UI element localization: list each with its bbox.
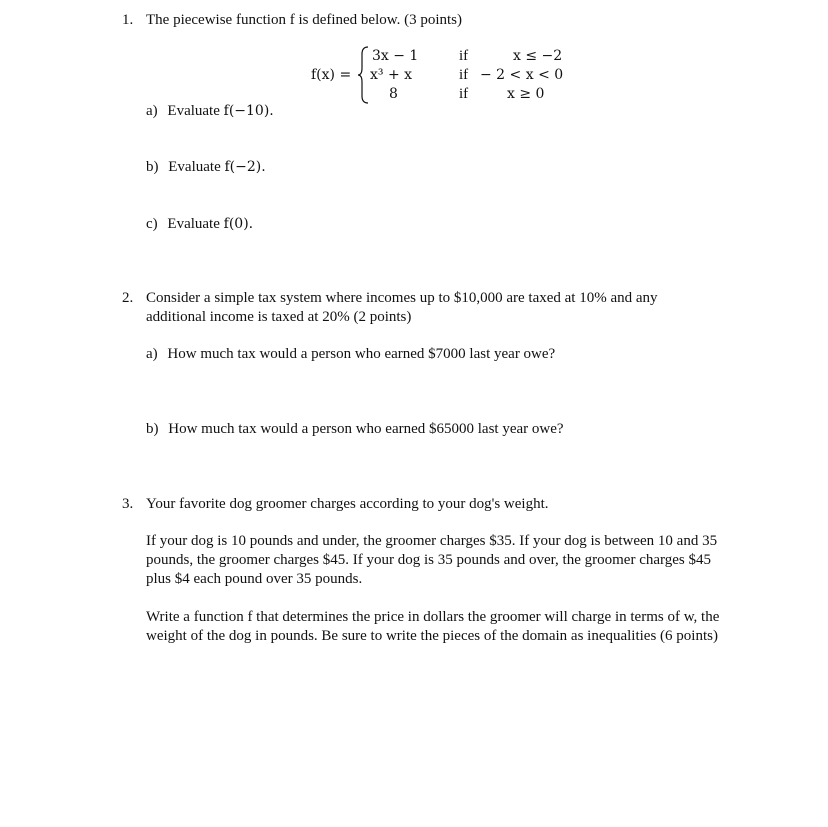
question-3-prompt: Your favorite dog groomer charges according to your dog's weight.	[146, 496, 549, 512]
q1-part-b-text: Evaluate	[168, 159, 221, 175]
piece-2-if: if	[459, 67, 469, 83]
question-1-number: 1.	[122, 12, 134, 28]
question-3-paragraph-1: If your dog is 10 pounds and under, the groomer charges $35. If your dog is between 10 and 35 pounds, the groomer charges $45. If your dog is 35 pounds and over, the groomer charges $45 plus $4 each pound over 35 pounds.	[146, 533, 718, 587]
q1-part-c	[146, 215, 253, 234]
question-3-number: 3.	[122, 496, 134, 512]
question-2-prompt-line-2: additional income is taxed at 20% (2 points)	[146, 309, 412, 325]
q1-part-b-math: f(−2).	[224, 159, 266, 175]
question-2-number: 2.	[122, 290, 134, 306]
q2-part-b-text: How much tax would a person who earned $65000 last year owe?	[168, 421, 564, 437]
piece-1-if: if	[459, 48, 469, 64]
q2-part-b	[146, 420, 564, 439]
q1-part-a	[146, 102, 274, 121]
q1-part-c-label: c)	[146, 216, 158, 232]
piece-1-expr: 3x − 1	[372, 48, 419, 64]
piece-2-expr: x³ + x	[370, 67, 413, 83]
piece-3-if: if	[459, 86, 469, 102]
q1-part-a-label: a)	[146, 103, 158, 119]
question-1-prompt: The piecewise function f is defined below. (3 points)	[146, 12, 463, 28]
left-brace	[358, 46, 370, 104]
q1-part-b	[146, 158, 266, 177]
q2-part-b-label: b)	[146, 421, 159, 437]
question-2-prompt-line-1: Consider a simple tax system where incomes up to $10,000 are taxed at 10% and any	[146, 290, 658, 306]
q1-part-a-text: Evaluate	[167, 103, 220, 119]
function-lhs: f(x) =	[311, 67, 352, 83]
q1-part-c-text: Evaluate	[167, 216, 220, 232]
q2-part-a-label: a)	[146, 346, 158, 362]
q1-part-a-math: f(−10).	[223, 103, 274, 119]
piece-1-condition: x ≤ −2	[513, 48, 563, 64]
question-3-paragraph-2: Write a function f that determines the price in dollars the groomer will charge in terms of w, the weight of the dog in pounds. Be sure to write the pieces of the domain as inequalities (6 points)	[146, 609, 720, 644]
q2-part-a	[146, 345, 555, 364]
q2-part-a-text: How much tax would a person who earned $7000 last year owe?	[167, 346, 556, 362]
q1-part-c-math: f(0).	[223, 216, 254, 232]
piece-2-condition: − 2 < x < 0	[480, 67, 564, 83]
piece-3-condition: x ≥ 0	[507, 86, 545, 102]
piece-3-expr: 8	[389, 86, 398, 102]
q1-part-b-label: b)	[146, 159, 159, 175]
